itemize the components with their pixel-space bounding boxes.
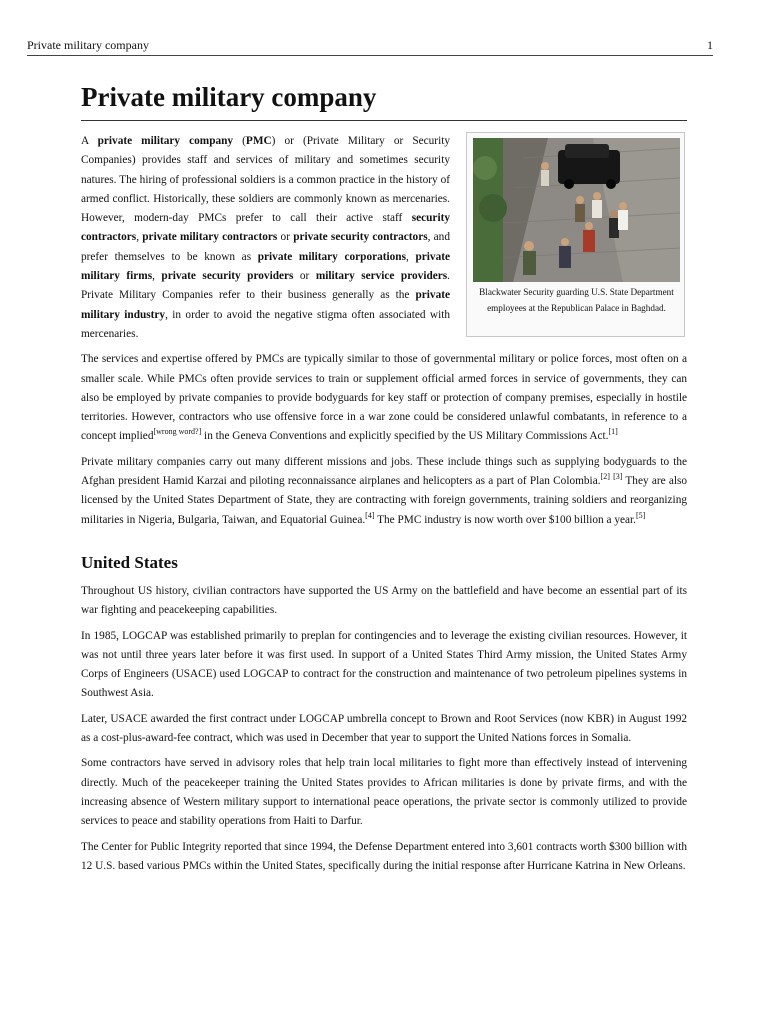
intro-section — [81, 132, 687, 344]
text-run: , — [152, 270, 162, 283]
section-heading-united-states: United States — [81, 552, 178, 572]
bold-term: private military company — [97, 135, 234, 147]
bold-term: PMC — [245, 135, 272, 147]
intro-paragraph — [81, 132, 450, 344]
running-header-title: Private military company — [27, 38, 149, 52]
article-body — [81, 80, 687, 882]
bold-term: security contractors — [81, 212, 450, 244]
text-run: They are also licensed by the United States Department of State, they are contracting with foreign governments, training soldiers and reorganizing militaries in Nigeria, Bulgaria, Taiwan, and Equatorial Guinea. — [81, 475, 688, 526]
text-run: Private military companies carry out many different missions and jobs. These include things such as supplying bodyguards to the Afghan president Hamid Karzai and piloting reconnaissance airplanes and helicopters as a part of Plan Colombia. — [81, 455, 687, 488]
page-number: 1 — [707, 38, 713, 52]
us-paragraph: Later, USACE awarded the first contract under LOGCAP umbrella concept to Brown and Root Services (now KBR) in August 1992 as a cost-plus-award-fee contract, which was used in December that year to support the United Nations forces in Somalia. — [81, 712, 687, 745]
bold-term: private military industry — [81, 289, 450, 321]
text-run: , and prefer themselves to be known as — [81, 231, 450, 263]
text-run: , — [136, 231, 143, 244]
citation-ref[interactable]: [4] — [365, 510, 375, 520]
figure-box — [466, 132, 685, 337]
citation-ref[interactable]: [wrong word?] — [153, 427, 202, 437]
text-run: , — [405, 250, 416, 263]
running-header — [27, 38, 713, 53]
us-paragraph: Some contractors have served in advisory roles that help train local militaries to fight more than effectively instead of intervening directly. Much of the peacekeeper training the United States provides to African militaries is done by private firms, and with the increasing absence of Western military support to international peace operations, the private sector is commonly utilized to provide services to peace and stability operations from Haiti to Darfur. — [81, 757, 687, 828]
paragraph-missions — [81, 453, 687, 530]
citation-ref[interactable]: [2] — [600, 472, 610, 482]
us-paragraph: In 1985, LOGCAP was established primarily to preplan for contingencies and to leverage the existing civilian resources. However, it was not until three years later before it was first used. In support of a United States Third Army mission, the United States Army Corps of Engineers (USACE) used LOGCAP to contract for the construction and maintenance of two petroleum pipelines systems in Southwest Asia. — [81, 629, 687, 700]
text-run: or — [293, 270, 316, 283]
text-run: , in order to avoid the negative stigma often associated with mercenaries. — [81, 308, 450, 340]
bold-term: private security providers — [161, 270, 294, 283]
text-run: ( — [233, 135, 246, 147]
text-run: or — [277, 231, 294, 244]
bold-term: private security contractors — [293, 231, 428, 244]
bold-term: private military corporations — [257, 250, 406, 263]
text-run: in the Geneva Conventions and explicitly specified by the US Military Commissions Act. — [201, 430, 609, 443]
paragraph-services — [81, 350, 687, 446]
blackwater-photo[interactable] — [473, 138, 680, 282]
text-run: A — [81, 135, 98, 147]
text-run: The services and expertise offered by PMCs are typically similar to those of governmental military or police forces, most often on a smaller scale. While PMCs often provide services to train or supplement official armed forces in service of governments, they can also be employed by private companies to provide bodyguards for key staff or protection of company premises, especially in hostile territories. However, contractors who use offensive force in a war zone could be considered unlawful combatants, in reference to a concept implied — [81, 353, 687, 443]
citation-ref[interactable]: [1] — [608, 427, 618, 437]
bold-term: military service providers — [315, 270, 448, 283]
citation-ref[interactable]: [5] — [635, 510, 646, 520]
text-run: . Private Military Companies refer to their business generally as the — [81, 270, 450, 302]
citation-ref[interactable]: [3] — [613, 472, 623, 482]
bold-term: private military contractors — [142, 231, 278, 244]
figure-caption: Blackwater Security guarding U.S. State Department employees at the Republican Palace in Baghdad. — [479, 287, 674, 313]
text-run: ) or (Private Military or Security Companies) provides staff and services of military and sometimes security natures. The hiring of professional soldiers is a common practice in the history of armed conflict. Historically, these soldiers are commonly known as mercenaries. However, modern-day PMCs prefer to call their active staff — [81, 135, 450, 225]
us-paragraph: Throughout US history, civilian contractors have supported the US Army on the battlefield and have become an essential part of its war fighting and peacekeeping capabilities. — [81, 584, 687, 617]
text-run: The PMC industry is now worth over $100 billion a year. — [374, 513, 636, 526]
us-paragraph: The Center for Public Integrity reported that since 1994, the Defense Department entered into 3,601 contracts worth $300 billion with 12 U.S. based various PMCs within the United States, specifically during the initial response after Hurricane Katrina in New Orleans. — [81, 840, 687, 872]
page-title: Private military company — [81, 80, 687, 121]
bold-term: private military firms — [81, 250, 450, 283]
